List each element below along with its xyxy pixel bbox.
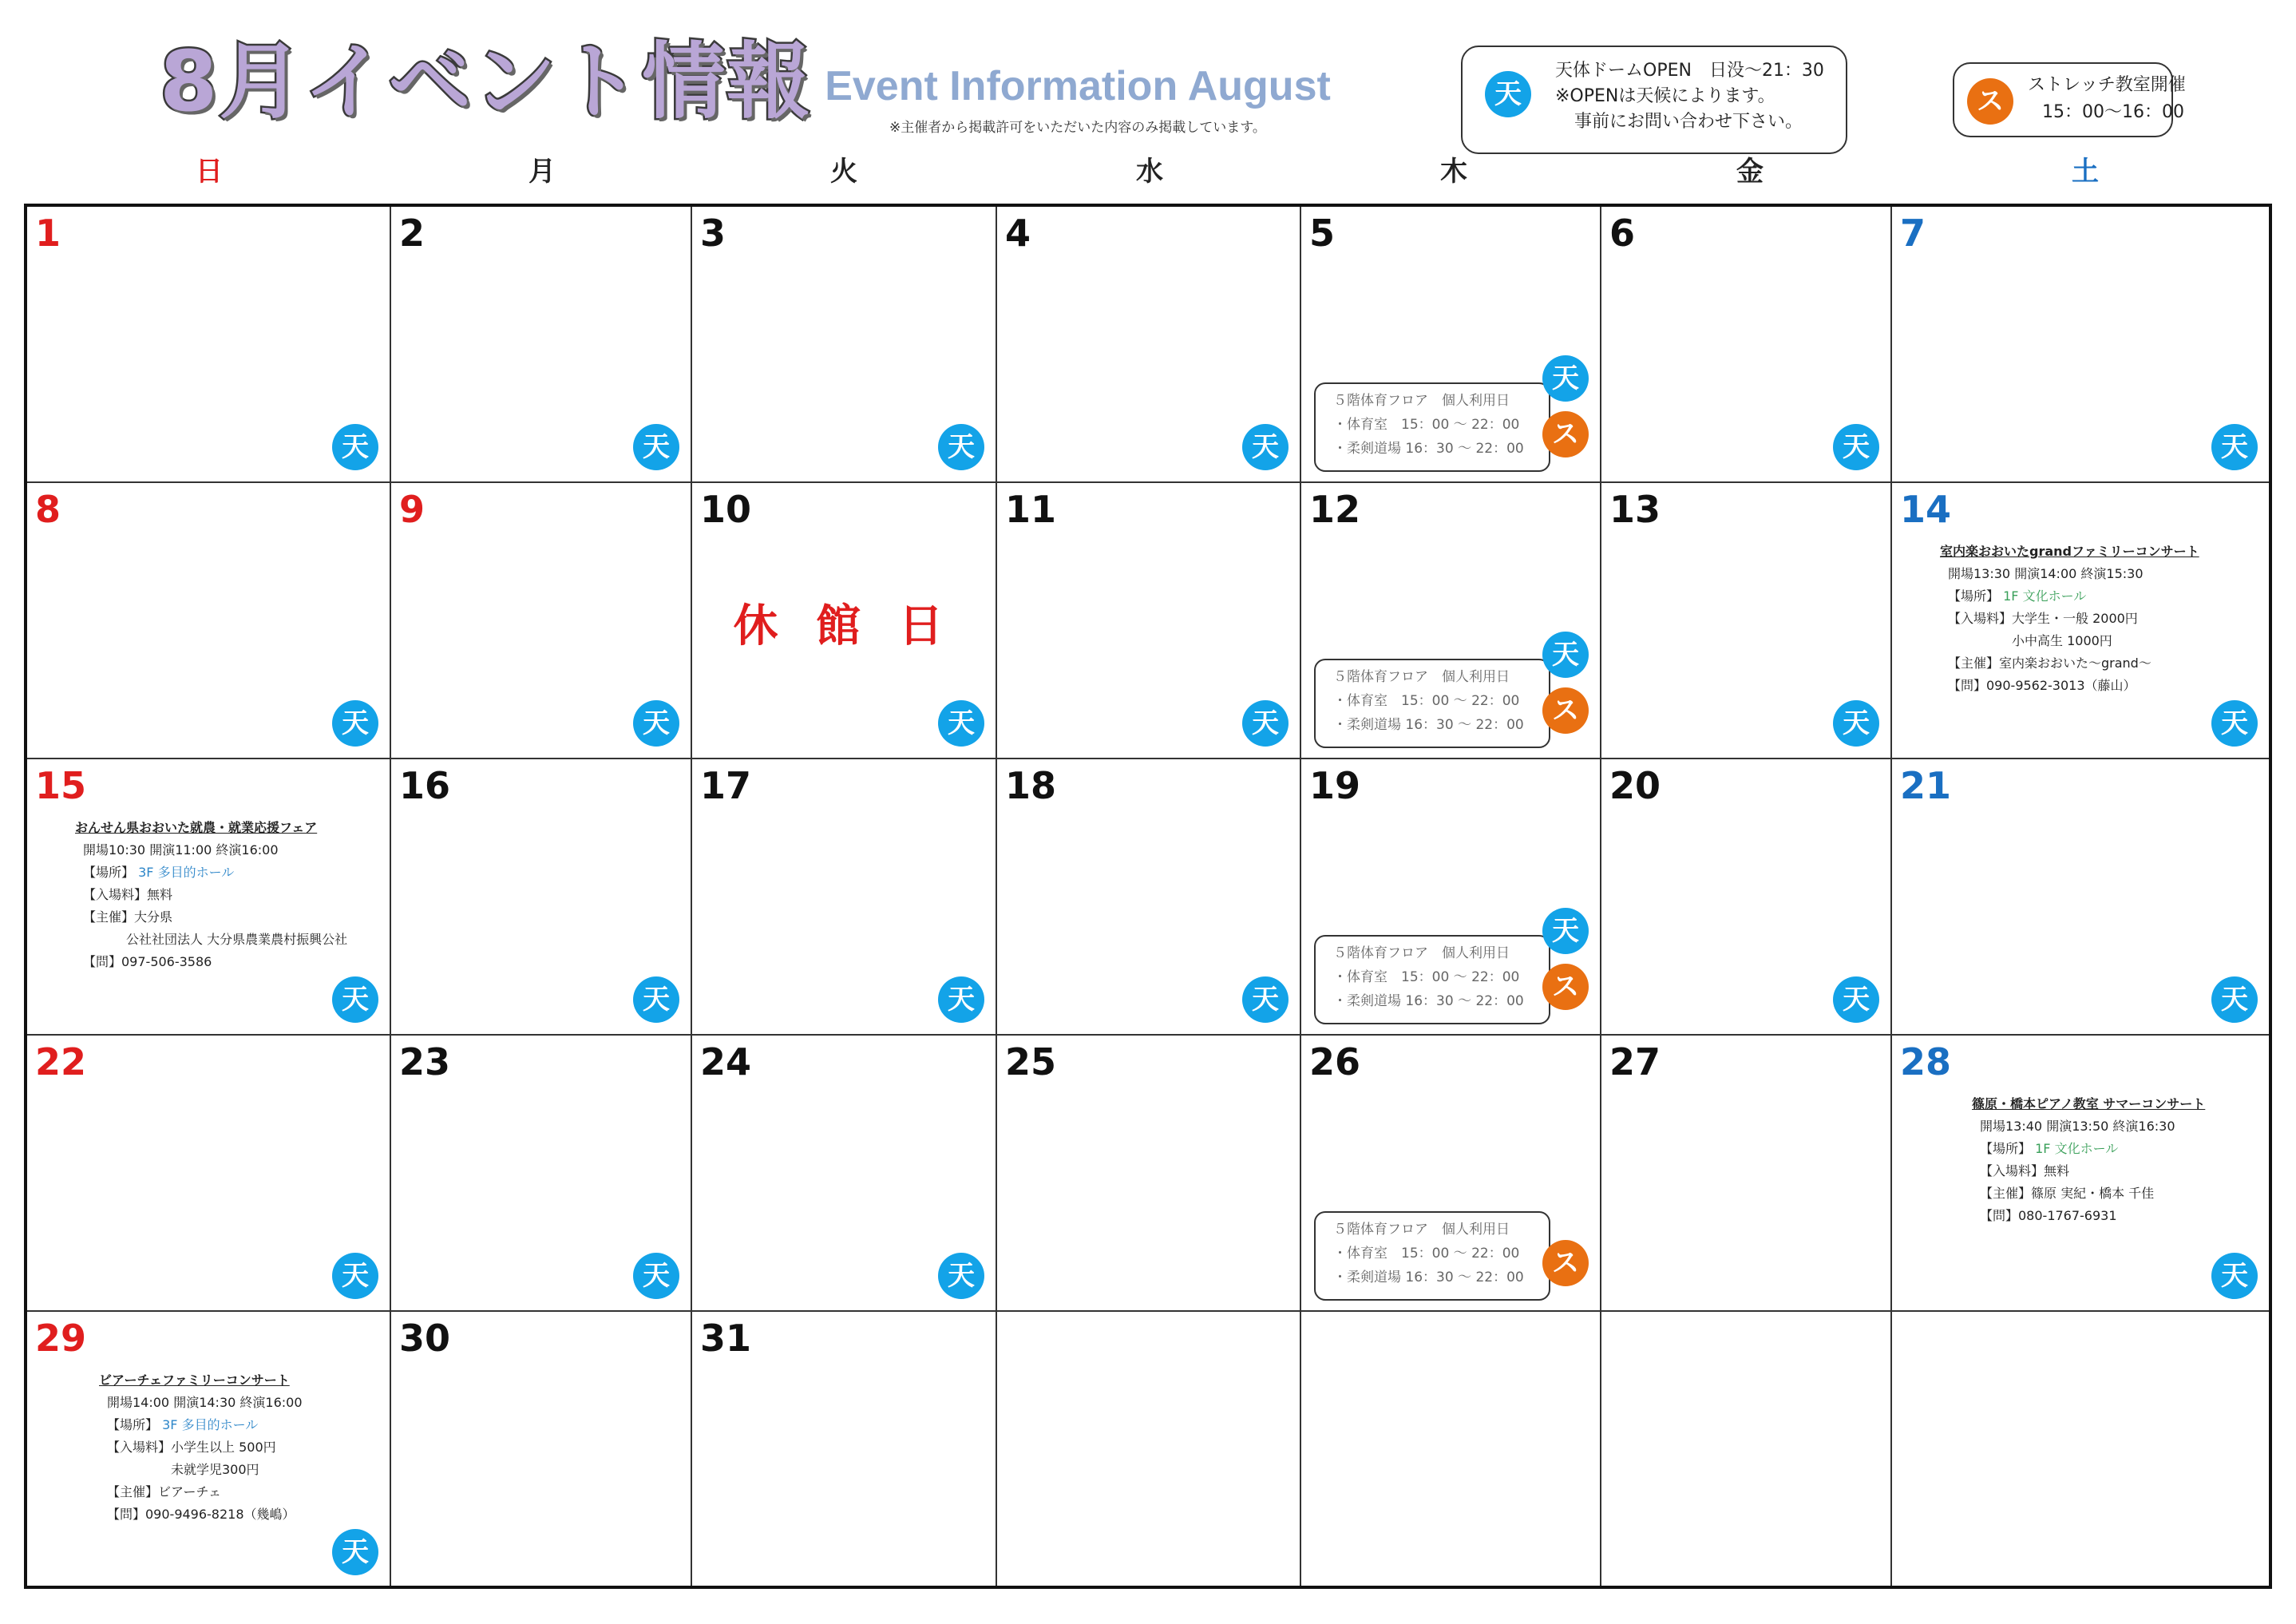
page-subtitle: Event Information August	[825, 63, 1331, 109]
day-cell-26	[1301, 1036, 1600, 1310]
gym-line1: ５階体育フロア 個人利用日	[1333, 669, 1510, 685]
weekday-monday: 月	[528, 156, 556, 188]
event-fee: 【入場料】無料	[83, 887, 173, 902]
day-number: 3	[700, 212, 726, 255]
event-title: ビアーチェファミリーコンサート	[99, 1372, 290, 1388]
stretch-class-icon: ス	[1542, 687, 1589, 734]
tentai-dome-icon: 天	[332, 1253, 378, 1299]
day-number: 21	[1900, 764, 1952, 807]
gym-line3: ・柔剣道場 16：30 ～ 22：00	[1333, 1269, 1524, 1285]
event-venue-value: 1F 文化ホール	[2035, 1141, 2119, 1156]
tentai-dome-icon: 天	[938, 976, 984, 1023]
day-number: 23	[399, 1040, 451, 1083]
day-number: 31	[700, 1317, 752, 1360]
day-number: 27	[1609, 1040, 1661, 1083]
tentai-dome-icon: 天	[1242, 700, 1289, 747]
tentai-dome-icon: 天	[1833, 424, 1879, 470]
event-times: 開場13:30 開演14:00 終演15:30	[1948, 566, 2144, 581]
event-venue-value: 3F 多目的ホール	[162, 1417, 259, 1432]
gym-line2: ・体育室 15：00 ～ 22：00	[1333, 693, 1520, 709]
day-number: 29	[35, 1317, 87, 1360]
day-number: 11	[1005, 488, 1057, 531]
day-number: 12	[1309, 488, 1361, 531]
day-cell-14	[1892, 483, 2269, 758]
legend-stretch-class	[1953, 62, 2186, 137]
event-fee: 【入場料】大学生・一般 2000円	[1948, 611, 2138, 626]
day-cell-28	[1892, 1036, 2269, 1310]
event-title: 室内楽おおいたgrandファミリーコンサート	[1940, 544, 2199, 559]
event-title: おんせん県おおいた就農・就業応援フェア	[75, 820, 318, 835]
event-farming-fair	[75, 817, 347, 973]
weekday-wednesday: 水	[1136, 156, 1163, 188]
gym-individual-use-box	[1314, 1211, 1550, 1301]
event-organizer: 【主催】室内楽おおいた～grand～	[1948, 656, 2152, 671]
event-fee-sub: 小中高生 1000円	[2012, 633, 2112, 648]
day-cell-7	[1892, 207, 2269, 481]
gym-individual-use-box	[1314, 935, 1550, 1024]
day-cell-23	[391, 1036, 691, 1310]
day-number: 1	[35, 212, 61, 255]
tentai-dome-icon: 天	[1542, 632, 1589, 678]
event-family-concert	[99, 1369, 303, 1526]
event-venue	[1940, 585, 2199, 608]
day-cell-22	[27, 1036, 390, 1310]
gym-line1: ５階体育フロア 個人利用日	[1333, 1222, 1510, 1238]
tentai-dome-icon: 天	[938, 1253, 984, 1299]
day-cell-9	[391, 483, 691, 758]
tentai-dome-icon: 天	[332, 1529, 378, 1575]
tentai-dome-icon: 天	[2211, 700, 2258, 747]
event-fee: 【入場料】無料	[1980, 1163, 2070, 1178]
tentai-dome-icon: 天	[633, 424, 679, 470]
day-cell-6	[1601, 207, 1890, 481]
day-cell-20	[1601, 759, 1890, 1034]
legend-tentai-text	[1555, 58, 1824, 135]
day-number: 6	[1609, 212, 1636, 255]
event-organizer: 【主催】大分県	[83, 909, 173, 925]
event-organizer: 【主催】篠原 実紀・橋本 千佳	[1980, 1186, 2155, 1201]
day-cell-24	[692, 1036, 996, 1310]
day-cell-16	[391, 759, 691, 1034]
publication-note: ※主催者から掲載許可をいただいた内容のみ掲載しています。	[889, 120, 1266, 136]
day-cell-18	[997, 759, 1300, 1034]
gym-line3: ・柔剣道場 16：30 ～ 22：00	[1333, 717, 1524, 733]
gym-line3: ・柔剣道場 16：30 ～ 22：00	[1333, 441, 1524, 457]
event-times: 開場14:00 開演14:30 終演16:00	[107, 1395, 303, 1410]
day-number: 14	[1900, 488, 1952, 531]
event-venue-value: 1F 文化ホール	[2003, 588, 2087, 604]
event-contact: 【問】080-1767-6931	[1980, 1208, 2117, 1223]
tentai-dome-icon: 天	[938, 700, 984, 747]
day-number: 28	[1900, 1040, 1952, 1083]
weekday-thursday: 木	[1440, 156, 1467, 188]
gym-line2: ・体育室 15：00 ～ 22：00	[1333, 417, 1520, 433]
closed-day-label: 休 館 日	[733, 600, 955, 652]
day-number: 30	[399, 1317, 451, 1360]
day-cell-4	[997, 207, 1300, 481]
gym-line2: ・体育室 15：00 ～ 22：00	[1333, 969, 1520, 985]
event-times: 開場10:30 開演11:00 終演16:00	[83, 842, 279, 858]
event-chamber-concert	[1940, 541, 2199, 697]
tentai-dome-icon: 天	[1485, 71, 1531, 117]
day-number: 4	[1005, 212, 1031, 255]
event-venue-label: 【場所】	[107, 1417, 159, 1432]
event-contact: 【問】090-9496-8218（幾嶋）	[107, 1507, 295, 1522]
weekday-sunday: 日	[196, 156, 223, 188]
tentai-dome-icon: 天	[1542, 908, 1589, 954]
day-number: 18	[1005, 764, 1057, 807]
tentai-dome-icon: 天	[332, 976, 378, 1023]
day-number: 5	[1309, 212, 1336, 255]
day-number: 22	[35, 1040, 87, 1083]
day-cell-21	[1892, 759, 2269, 1034]
day-number: 7	[1900, 212, 1926, 255]
tentai-dome-icon: 天	[2211, 1253, 2258, 1299]
tentai-dome-icon: 天	[1542, 355, 1589, 402]
day-cell-29	[27, 1312, 390, 1586]
day-cell-31	[692, 1312, 996, 1586]
event-contact: 【問】090-9562-3013（藤山）	[1948, 678, 2136, 693]
day-number: 20	[1609, 764, 1661, 807]
legend-tentai-line3: 事前にお問い合わせ下さい。	[1574, 112, 1803, 132]
event-fee-sub: 未就学児300円	[171, 1462, 259, 1477]
day-cell-8	[27, 483, 390, 758]
day-cell-13	[1601, 483, 1890, 758]
gym-line1: ５階体育フロア 個人利用日	[1333, 945, 1510, 961]
event-organizer: 【主催】ビアーチェ	[107, 1484, 222, 1499]
stretch-class-icon: ス	[1542, 964, 1589, 1010]
weekday-friday: 金	[1736, 156, 1764, 188]
event-venue	[75, 862, 347, 884]
event-venue-label: 【場所】	[1980, 1141, 2032, 1156]
day-number: 16	[399, 764, 451, 807]
day-cell-15	[27, 759, 390, 1034]
gym-individual-use-box	[1314, 659, 1550, 748]
event-times: 開場13:40 開演13:50 終演16:30	[1980, 1119, 2175, 1134]
day-number: 13	[1609, 488, 1661, 531]
day-number: 24	[700, 1040, 752, 1083]
day-number: 8	[35, 488, 61, 531]
stretch-class-icon: ス	[1542, 1240, 1589, 1286]
day-cell-5	[1301, 207, 1600, 481]
day-cell-17	[692, 759, 996, 1034]
day-cell-30	[391, 1312, 691, 1586]
day-number: 9	[399, 488, 426, 531]
event-piano-concert	[1972, 1093, 2205, 1227]
event-venue-label: 【場所】	[1948, 588, 2000, 604]
gym-individual-use-box	[1314, 382, 1550, 472]
day-cell-2	[391, 207, 691, 481]
tentai-dome-icon: 天	[633, 1253, 679, 1299]
legend-stretch-line1: ストレッチ教室開催	[2028, 75, 2186, 95]
event-venue	[1972, 1138, 2205, 1160]
day-number: 25	[1005, 1040, 1057, 1083]
day-number: 15	[35, 764, 87, 807]
legend-stretch-text	[2028, 72, 2186, 126]
event-venue	[99, 1414, 303, 1436]
tentai-dome-icon: 天	[938, 424, 984, 470]
event-venue-value: 3F 多目的ホール	[138, 865, 235, 880]
tentai-dome-icon: 天	[2211, 976, 2258, 1023]
day-cell-3	[692, 207, 996, 481]
event-venue-label: 【場所】	[83, 865, 135, 880]
day-cell-25	[997, 1036, 1300, 1310]
tentai-dome-icon: 天	[1833, 700, 1879, 747]
page-title: 8月イベント情報	[160, 33, 812, 130]
event-contact: 【問】097-506-3586	[83, 954, 212, 969]
day-number: 17	[700, 764, 752, 807]
weekday-tuesday: 火	[830, 156, 857, 188]
legend-tentai-line1: 天体ドームOPEN 日没～21：30	[1555, 61, 1824, 81]
legend-tentai-dome	[1461, 46, 1847, 154]
day-cell-19	[1301, 759, 1600, 1034]
day-number: 19	[1309, 764, 1361, 807]
day-cell-12	[1301, 483, 1600, 758]
tentai-dome-icon: 天	[332, 700, 378, 747]
tentai-dome-icon: 天	[1242, 424, 1289, 470]
tentai-dome-icon: 天	[633, 976, 679, 1023]
tentai-dome-icon: 天	[2211, 424, 2258, 470]
day-number: 2	[399, 212, 426, 255]
day-number: 26	[1309, 1040, 1361, 1083]
event-fee: 【入場料】小学生以上 500円	[107, 1440, 276, 1455]
gym-line3: ・柔剣道場 16：30 ～ 22：00	[1333, 993, 1524, 1009]
stretch-class-icon: ス	[1967, 78, 2013, 125]
day-cell-11	[997, 483, 1300, 758]
day-cell-1	[27, 207, 390, 481]
tentai-dome-icon: 天	[633, 700, 679, 747]
gym-line2: ・体育室 15：00 ～ 22：00	[1333, 1246, 1520, 1262]
day-cell-10	[692, 483, 996, 758]
legend-stretch-line2: 15：00～16：00	[2042, 102, 2184, 122]
stretch-class-icon: ス	[1542, 411, 1589, 457]
event-title: 篠原・橋本ピアノ教室 サマーコンサート	[1972, 1096, 2206, 1111]
calendar-grid	[24, 204, 2272, 1589]
day-cell-27	[1601, 1036, 1890, 1310]
day-number: 10	[700, 488, 752, 531]
event-organizer-sub: 公社社団法人 大分県農業農村振興公社	[126, 932, 348, 947]
gym-line1: ５階体育フロア 個人利用日	[1333, 393, 1510, 409]
tentai-dome-icon: 天	[332, 424, 378, 470]
legend-tentai-line2: ※OPENは天候によります。	[1555, 86, 1775, 106]
weekday-saturday: 土	[2072, 156, 2099, 188]
tentai-dome-icon: 天	[1833, 976, 1879, 1023]
tentai-dome-icon: 天	[1242, 976, 1289, 1023]
